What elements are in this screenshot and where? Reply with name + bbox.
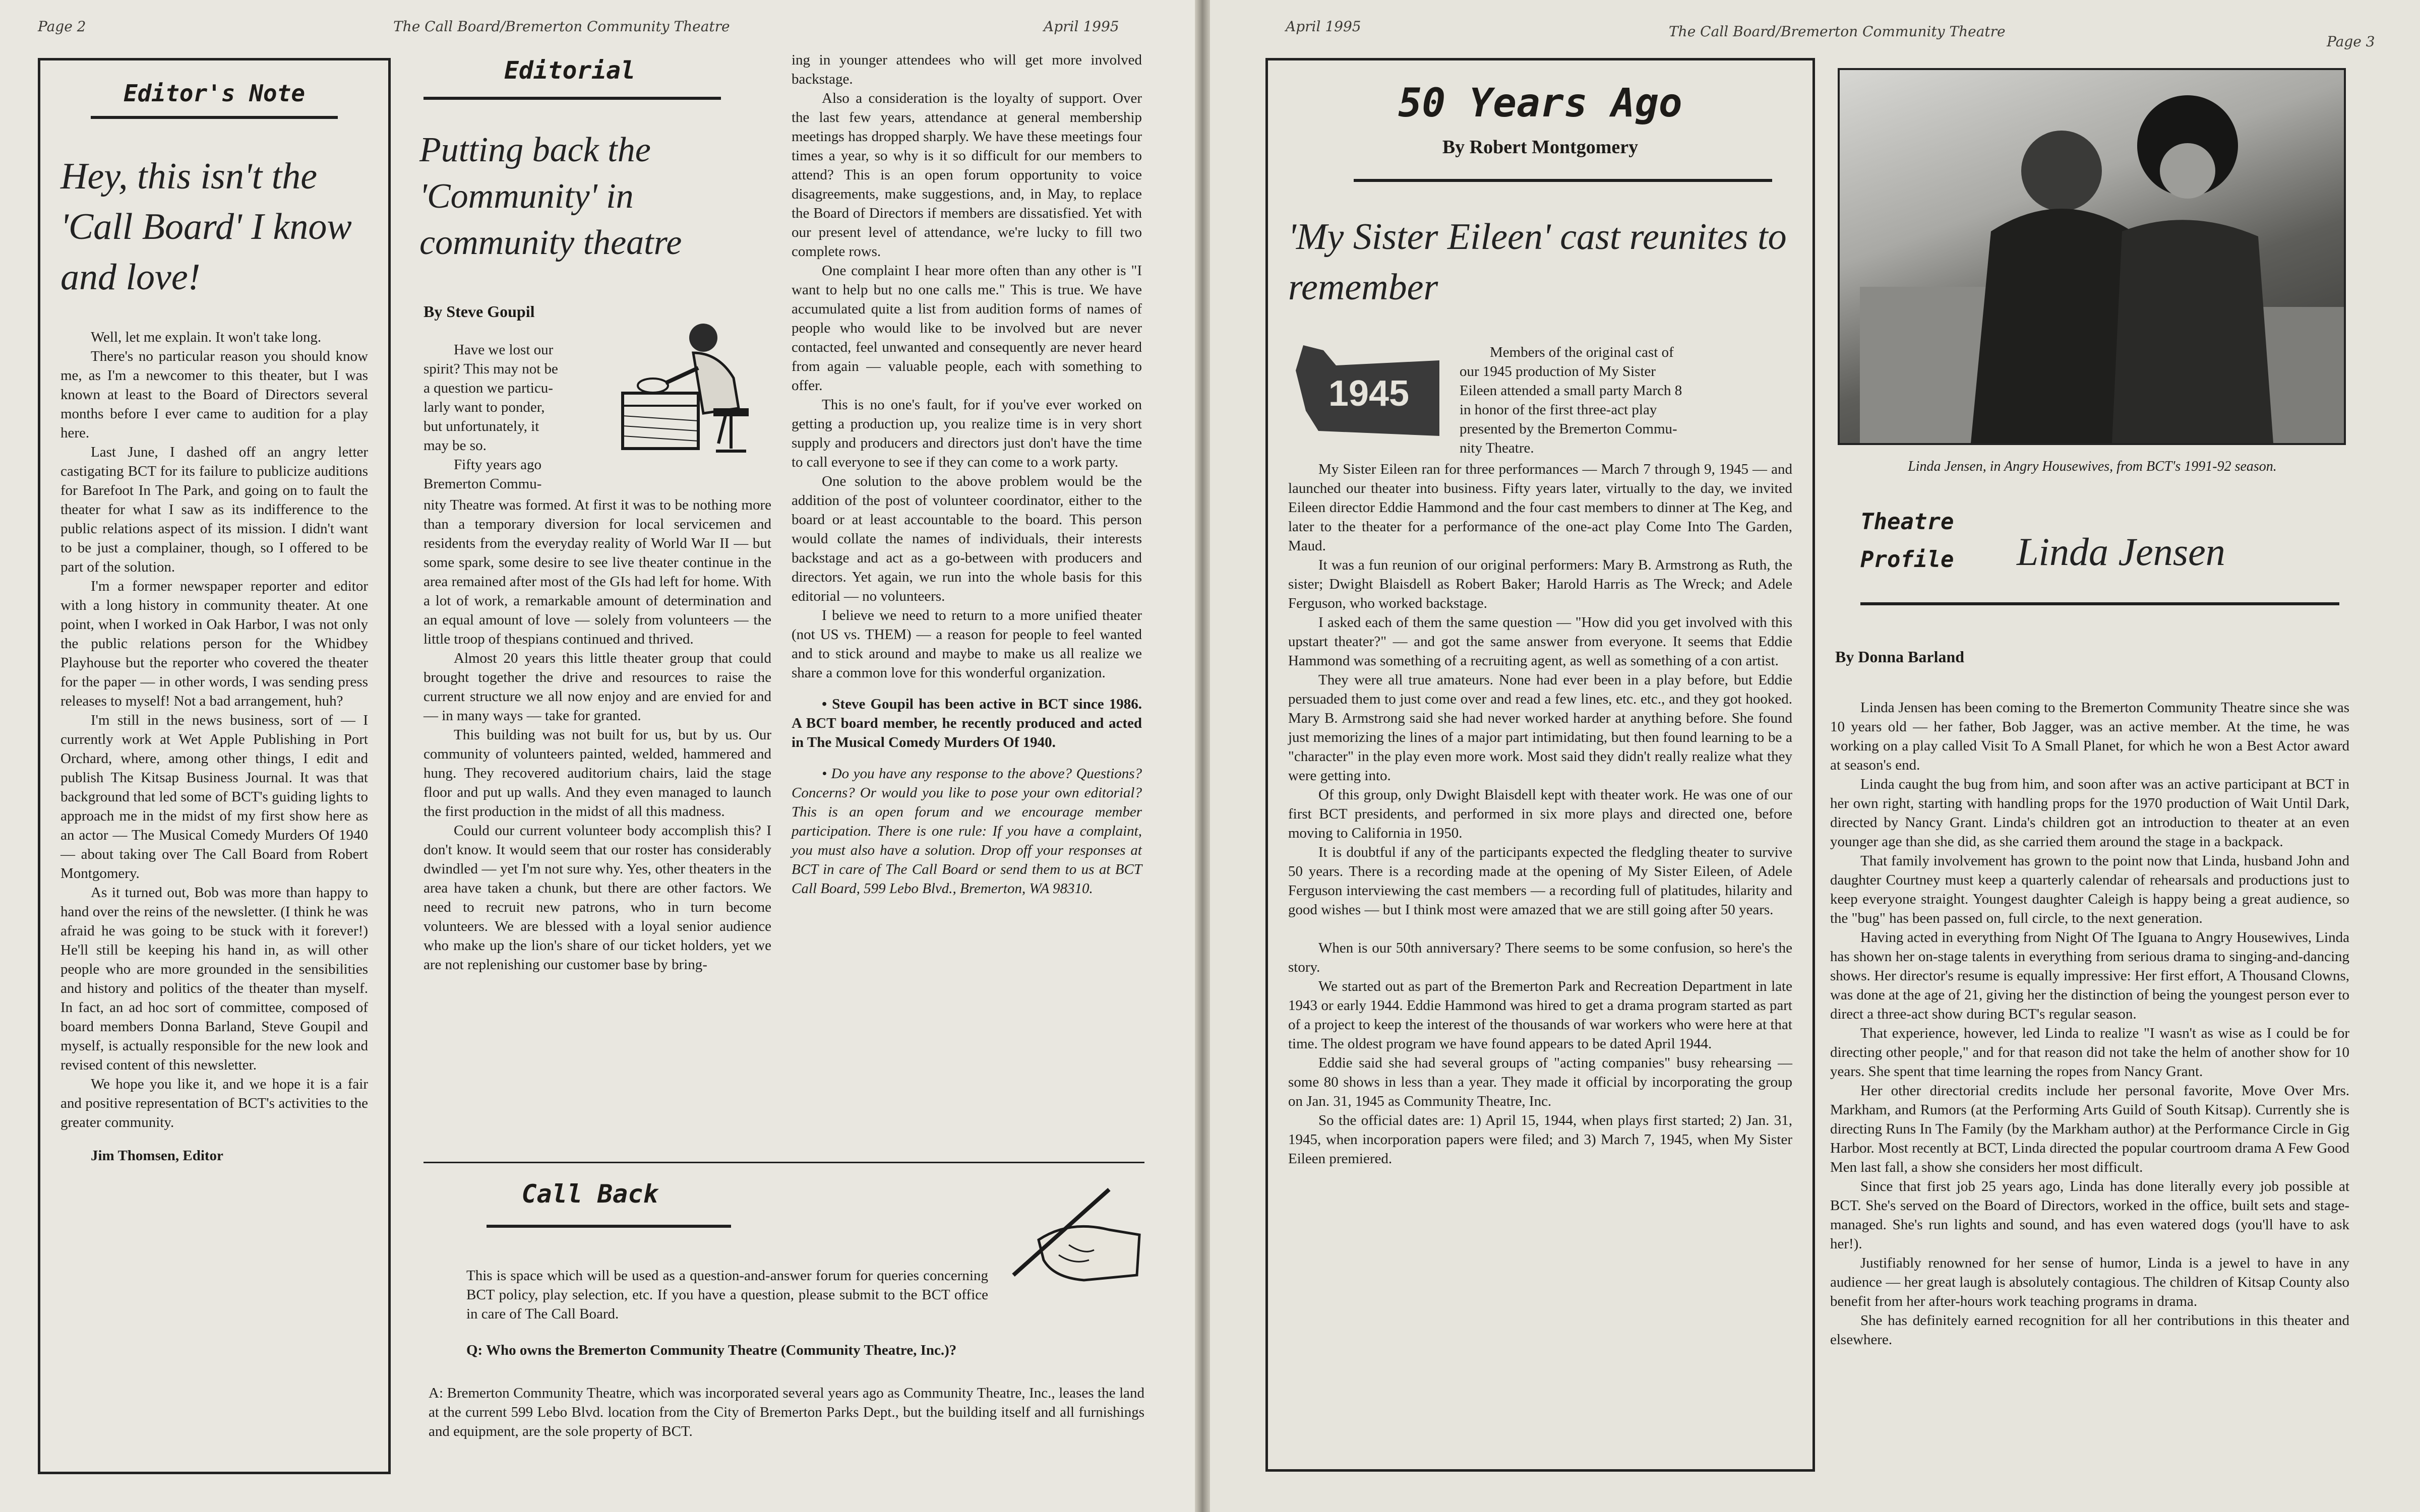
paragraph: That experience, however, led Linda to realize "I wasn't as wise as I could be for directing other people," and for that reason did not take the helm of another show for 10 years. She spent that time learning the ropes from Nancy Grant.	[1830, 1025, 2349, 1080]
wrapped-line: in honor of the first three-act play	[1460, 402, 1657, 418]
editors-note-body	[60, 328, 368, 1165]
paragraph: ing in younger attendees who will get more involved backstage.	[792, 52, 1142, 87]
call-back-answer	[429, 1383, 1144, 1441]
paragraph: Having acted in everything from Night Of The Iguana to Angry Housewives, Linda has shown her on-stage talents in everything from serious drama to singing-and-dancing shows. Her director's resume is equally impressive: Her first effort, A Thousand Clowns, was done at the age of 21, giving her the distinction of being the youngest person ever to direct a three-act show during BCT's regular season.	[1830, 929, 2349, 1022]
editorial-body-col2	[792, 50, 1142, 898]
wrapped-line: spirit? This may not be	[424, 361, 558, 377]
paragraph: Almost 20 years this little theater group that could brought together the drive and resources to raise the current structure we all now enjoy and are envied for and — in many ways — take for granted.	[424, 650, 771, 724]
wrapped-line: may be so.	[424, 437, 487, 454]
paragraph: It was a fun reunion of our original performers: Mary B. Armstrong as Ruth, the sister; Dwight Blaisdell as Robert Baker; Harold Harris as The Wreck; and Adele Ferguson, who worked backstage.	[1288, 557, 1792, 611]
editorial-body-col1	[424, 495, 771, 974]
editor-signature: Jim Thomsen, Editor	[91, 1148, 223, 1164]
profile-photo	[1838, 68, 2346, 445]
wrapped-line: Have we lost our	[454, 342, 554, 358]
editors-note-box	[38, 58, 391, 1474]
call-back-question: Q: Who owns the Bremerton Community Theatre (Community Theatre, Inc.)?	[466, 1342, 957, 1358]
call-back-label: Call Back	[521, 1179, 658, 1209]
paragraph: Eddie said she had several groups of "acting companies" busy rehearsing — some 80 shows in less than a year. They made it official by incorporating the group on Jan. 31, 1945 as Community Theatre, Inc.	[1288, 1055, 1792, 1109]
issue-date-right: April 1995	[1286, 18, 1361, 35]
paragraph: It is doubtful if any of the participants expected the fledgling theater to survive 50 years. There is a recording made at the opening of My Sister Eileen, of Adele Ferguson interviewing the cast members — a recording full of platitudes, hilarity and good wishes — but I think most were amazed that we are still going after 50 years.	[1288, 844, 1792, 918]
section-rule	[1860, 602, 2339, 605]
profile-body	[1830, 698, 2349, 1349]
paragraph: Linda caught the bug from him, and soon after was an active participant at BCT in her own right, starting with handling props for the 1970 production of Wait Until Dark, directed by Nancy Grant. Linda's children got an introduction to theater at an even younger age than she did, as she carried them around the stage in a backpack.	[1830, 776, 2349, 850]
paragraph: Her other directorial credits include her personal favorite, Move Over Mrs. Markham, and Rumors (at the Performing Arts Guild of South Kitsap). Currently she is directing Runs In The Family (by the Markham author) at the Performance Circle in Gig Harbor. Most recently at BCT, Linda directed the popular courtroom drama A Few Good Men last fall, a show she considers her most difficult.	[1830, 1083, 2349, 1175]
map-year: 1945	[1328, 373, 1410, 414]
paragraph: I'm still in the news business, sort of — I currently work at Wet Apple Publishing in Port Orchard, where, among other things, I edit and publish The Kitsap Business Journal. It was that background that led some of BCT's guiding lights to approach me in the midst of my first show here as an actor — The Musical Comedy Murders Of 1940 — about taking over The Call Board from Robert Montgomery.	[60, 712, 368, 881]
fifty-years-box	[1265, 58, 1815, 1472]
paragraph: This is no one's fault, for if you've ever worked on getting a production up, you realize time is in very short supply and producers and directors just don't have the time to call everyone to see if they can come to a work party.	[792, 397, 1142, 470]
paragraph: One solution to the above problem would be the addition of the post of volunteer coordinator, either to the board or at least accountable to the board. This person would collate the names of individuals, their interests backstage and act as a go-between with producers and directors. Yet again, we run into the whole basis for this editorial — no volunteers.	[792, 473, 1142, 604]
paragraph: Linda Jensen has been coming to the Bremerton Community Theatre since she was 10 years old — her father, Bob Jagger, was an active member. At the time, he was working on a play called Visit To A Small Planet, for which he won a Best Actor award at season's end.	[1830, 700, 2349, 773]
paragraph: As it turned out, Bob was more than happy to hand over the reins of the newsletter. (I think he was afraid he was going to be stuck with it forever!) He'll still be keeping his hand in, as will other people who are more grounded in the sensibilities and history and politics of the theater than myself. In fact, an ad hoc sort of committee, composed of board members Donna Barland, Steve Goupil and myself, is actually responsible for the new look and revised content of this newsletter.	[60, 885, 368, 1073]
running-title-left: The Call Board/Bremerton Community Theatre	[393, 18, 730, 35]
paragraph: Of this group, only Dwight Blaisdell kept with theater work. He was one of our first BCT presidents, and performed in six more plays and directed one, before moving to California in 1950.	[1288, 787, 1792, 841]
wrapped-line: nity Theatre.	[1460, 440, 1534, 456]
photo-caption: Linda Jensen, in Angry Housewives, from BCT's 1991-92 season.	[1908, 459, 2277, 474]
editors-note-label: Editor's Note	[123, 80, 306, 107]
page-number-left: Page 2	[38, 18, 86, 35]
editorial-label: Editorial	[504, 56, 636, 85]
paragraph: Could our current volunteer body accomplish this? I don't know. It would seem that our roster has considerably dwindled — yet I'm not sure why. Yes, other theaters in the area have taken a chunk, but there are other factors. We need to recruit new patrons, who in turn become volunteers. We are blessed with a loyal senior audience who make up the lion's share of our ticket holders, yet we are not replenishing our customer base by bring-	[424, 823, 771, 973]
fifty-years-headline: 'My Sister Eileen' cast reunites to remember	[1288, 216, 1787, 308]
paragraph: When is our 50th anniversary? There seems to be some confusion, so here's the story.	[1288, 940, 1792, 975]
fifty-years-byline: By Robert Montgomery	[1442, 137, 1639, 158]
section-rule	[424, 97, 721, 100]
wrapped-line: a question we particu-	[424, 380, 553, 396]
author-bio: • Steve Goupil has been active in BCT since 1986. A BCT board member, he recently produced and acted in The Musical Comedy Murders Of 1940.	[792, 696, 1142, 750]
wrapped-line: Bremerton Commu-	[424, 476, 542, 492]
call-back-intro	[466, 1266, 988, 1324]
issue-date-left: April 1995	[1044, 18, 1119, 35]
paragraph: One complaint I hear more often than any other is "I want to help but no one calls me." This is true. We have accumulated quite a list from audition forms of names of people who would like to be involved but are never contacted, feel unwanted and consequently are never heard from again — valuable people, each with something to offer.	[792, 263, 1142, 394]
right-page	[1210, 0, 2420, 1512]
paragraph: Also a consideration is the loyalty of support. Over the last few years, attendance at general membership meetings has dropped sharply. We have these meetings four times a year, so why is it so difficult for our members to attend? This is an open forum opportunity to voice disagreements, make suggestions, and, in May, to replace the Board of Directors if members are dissatisfied. Yet with our present level of attendance, we're lucky to fill two complete rows.	[792, 90, 1142, 260]
profile-byline: By Donna Barland	[1835, 648, 1965, 666]
running-title-right: The Call Board/Bremerton Community Theatre	[1669, 23, 2006, 40]
editorial-byline: By Steve Goupil	[424, 302, 535, 321]
paragraph: That family involvement has grown to the point now that Linda, husband John and daughter Courtney must keep a quarterly calendar of rehearsals and productions just to keep everyone straight. Youngest daughter Caleigh is happy being a great audience, so the "bug" has been passed on, full circle, to the next generation.	[1830, 853, 2349, 926]
paragraph: There's no particular reason you should know me, as I'm a newcomer to this theater, but I was known at least to the Board of Directors several months before I ever came to audition for a play here.	[60, 348, 368, 441]
writer-at-desk-illustration	[618, 318, 769, 464]
spine-gutter	[1195, 0, 1210, 1512]
paragraph: This building was not built for us, but by us. Our community of volunteers painted, welded, hammered and hung. They recovered auditorium chairs, laid the stage floor and put up walls. And they even managed to launch the first production in the midst of all this madness.	[424, 727, 771, 820]
paragraph: I believe we need to return to a more unified theater (not US vs. THEM) — a reason for people to feel wanted and to stick around and maybe to make us all realize we share a common love for this wonderful organization.	[792, 607, 1142, 681]
wrapped-line: larly want to ponder,	[424, 399, 545, 415]
section-rule	[1354, 179, 1772, 182]
fifty-years-intro-wrap	[1460, 343, 1792, 458]
wrapped-line: but unfortunately, it	[424, 418, 539, 434]
paragraph: nity Theatre was formed. At first it was to be nothing more than a temporary diversion for local servicemen and residents from the everyday reality of World War II — but some spark, some desire to see live theater continue in the area remained after most of the GIs had left for home. With a lot of work, a remarkable amount of determination and an equal amount of love — solely from volunteers — the little troop of thespians continued and thrived.	[424, 497, 771, 647]
section-rule	[91, 116, 338, 119]
profile-name: Linda Jensen	[2017, 530, 2225, 574]
wrapped-line: Members of the original cast of	[1490, 344, 1674, 360]
paragraph: I'm a former newspaper reporter and editor with a long history in community theater. At one point, when I worked in Oak Harbor, I was not only the public relations person for the Whidbey Playhouse but the reporter who covered the theater for the paper — in other words, I was sending press releases to myself! Not a bad arrangement, huh?	[60, 578, 368, 709]
photo-figures	[1840, 70, 2344, 443]
editors-note-headline: Hey, this isn't the 'Call Board' I know and love!	[60, 156, 352, 298]
fifty-years-body	[1288, 460, 1792, 1168]
wrapped-line: our 1945 production of My Sister	[1460, 363, 1656, 380]
washington-state-map-icon	[1288, 340, 1444, 441]
paragraph: A: Bremerton Community Theatre, which was incorporated several years ago as Community Theatre, Inc., leases the land at the current 599 Lebo Blvd. location from the City of Bremerton Parks Dept., but the building itself and all furnishings and equipment, are the sole property of BCT.	[429, 1385, 1144, 1439]
page-number-right: Page 3	[2327, 33, 2375, 50]
profile-kicker-1: Theatre	[1860, 509, 1954, 535]
paragraph: So the official dates are: 1) April 15, 1944, when plays first started; 2) Jan. 31, 1945, when incorporation papers were filed; and 3) March 7, 1945, when My Sister Eileen premiered.	[1288, 1112, 1792, 1167]
paragraph: Since that first job 25 years ago, Linda has done literally every job possible at BCT. She's served on the Board of Directors, worked in the office, built sets and stage-managed. She's run lights and sound, and has even watered dogs (you'll have to ask her!).	[1830, 1178, 2349, 1252]
wrapped-line: Eileen attended a small party March 8	[1460, 383, 1682, 399]
paragraph: I asked each of them the same question — "How did you get involved with this upstart theater?" — and got the same answer from everyone. It seems that Eddie Hammond was something of a recruiting agent, as well as something of a con artist.	[1288, 614, 1792, 669]
paragraph: We started out as part of the Bremerton Park and Recreation Department in late 1943 or early 1944. Eddie Hammond was hired to get a drama program started as part of a project to keep the interest of the thousands of war workers who were here at that time. The oldest program we have found appears to be dated April 1944.	[1288, 978, 1792, 1052]
paragraph: Well, let me explain. It won't take long.	[91, 329, 322, 345]
wrapped-line: Fifty years ago	[454, 457, 541, 473]
paragraph: My Sister Eileen ran for three performances — March 7 through 9, 1945 — and launched our theater into business. Fifty years later, virtually to the day, we invited Eileen director Eddie Hammond and the four cast members to dinner at The Keg, and later to the theater for a performance of the one-act play Come Into The Garden, Maud.	[1288, 461, 1792, 554]
hand-writing-illustration	[1008, 1179, 1144, 1285]
section-rule	[487, 1225, 731, 1228]
left-page	[0, 0, 1195, 1512]
fifty-years-label: 50 Years Ago	[1398, 81, 1682, 126]
paragraph: Justifiably renowned for her sense of humor, Linda is a jewel to have in any audience — her great laugh is absolutely contagious. The children of Kitsap County also benefit from her after-hours work teaching programs in drama.	[1830, 1255, 2349, 1309]
paragraph: She has definitely earned recognition for all her contributions in this theater and elsewhere.	[1830, 1312, 2349, 1348]
paragraph: This is space which will be used as a question-and-answer forum for queries concerning BCT policy, play selection, etc. If you have a question, please submit to the BCT office in care of The Call Board.	[466, 1268, 988, 1322]
paragraph: They were all true amateurs. None had ever been in a play before, but Eddie persuaded them to just come over and read a few lines, etc. etc., and they got hooked. Mary B. Armstrong said she had never worked harder at anything before. She found just memorizing the lines of a major part intimidating, but then found learning to be a "character" in the play even more work. Most said they didn't really realize what they were getting into.	[1288, 672, 1792, 784]
response-invitation: • Do you have any response to the above? Questions? Concerns? Or would you like to pose your own editorial? This is an open forum and we encourage member participation. There is one rule: If you have a complaint, you must also have a solution. Drop off your responses at BCT in care of The Call Board or send them to us at BCT Call Board, 599 Lebo Blvd., Bremerton, WA 98310.	[792, 766, 1142, 897]
section-divider	[424, 1162, 1144, 1163]
paragraph: Last June, I dashed off an angry letter castigating BCT for its failure to publicize auditions for Barefoot In The Park, and going on to fault the theater for what I saw as its indifference to the public relations aspect of its mission. I didn't want to be just a complainer, though, so I offered to be part of the solution.	[60, 444, 368, 575]
editorial-intro-wrap	[424, 340, 620, 493]
paragraph: We hope you like it, and we hope it is a fair and positive representation of BCT's activities to the greater community.	[60, 1076, 368, 1130]
profile-kicker-2: Profile	[1860, 547, 1954, 573]
editorial-headline: Putting back the 'Community' in community theatre	[419, 131, 682, 262]
wrapped-line: presented by the Bremerton Commu-	[1460, 421, 1677, 437]
